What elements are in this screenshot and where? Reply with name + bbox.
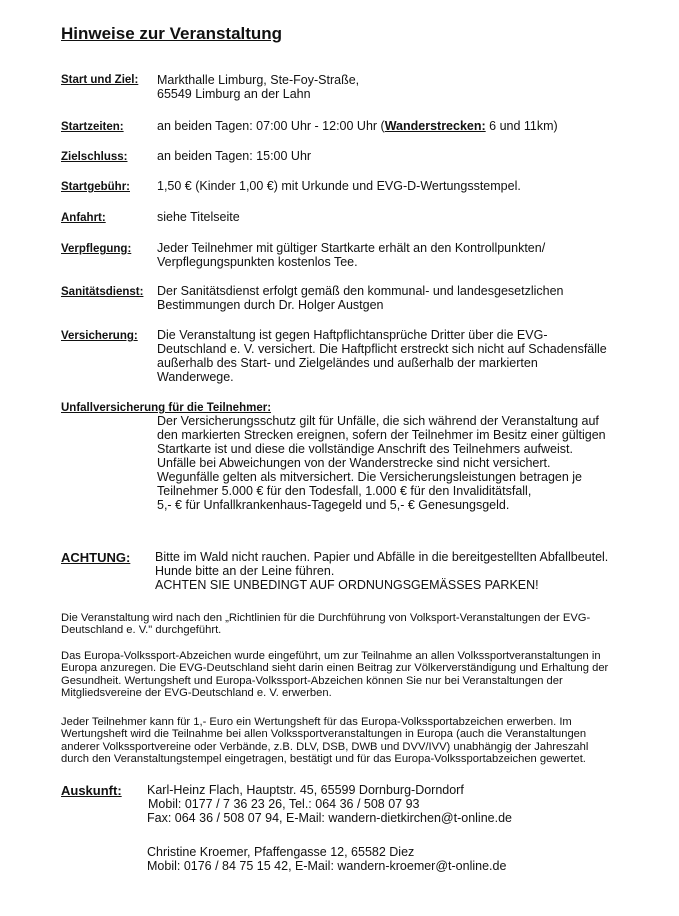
versicherung-text — [157, 328, 607, 384]
text-line: Mitgliedsvereine der EVG-Deutschland e. V. erwerben. — [61, 687, 332, 700]
anfahrt-label: Anfahrt: — [61, 212, 106, 224]
contact-kroemer — [147, 845, 506, 873]
text-line: 65549 Limburg an der Lahn — [157, 87, 311, 101]
text-line: anderer Volkssportvereine oder Verbände, z.B. DLV, DSB, DWB und DVV/IVV) unabhängig der Jahreszahl — [61, 740, 589, 753]
text-line: Europa anzuregen. Die EVG-Deutschland sieht darin einen Beitrag zur Völkerverständigung und Erhaltung der — [61, 662, 609, 675]
text-line: Bitte im Wald nicht rauchen. Papier und Abfälle in die bereitgestellten Abfallbeutel. — [155, 550, 609, 564]
text-line: 5,- € für Unfallkrankenhaus-Tagegeld und 5,- € Genesungsgeld. — [157, 498, 510, 512]
text-line: Unfälle bei Abweichungen von der Wanderstrecke sind nicht versichert. — [157, 456, 551, 470]
zielschluss-text: an beiden Tagen: 15:00 Uhr — [157, 149, 312, 163]
text-line: Verpflegungspunkten kostenlos Tee. — [157, 255, 358, 269]
text-line: Wanderwege. — [157, 370, 234, 384]
startzeiten-label: Startzeiten: — [61, 121, 124, 133]
start-text — [157, 73, 359, 101]
unfall-text — [157, 414, 606, 512]
paragraph-richtlinien — [61, 612, 590, 637]
auskunft-label: Auskunft: — [61, 783, 122, 798]
text-line: Christine Kroemer, Pfaffengasse 12, 65582 Diez — [147, 845, 415, 859]
text-line: Hunde bitte an der Leine führen. — [155, 564, 335, 578]
unfall-label: Unfallversicherung für die Teilnehmer: — [61, 402, 272, 414]
text-line: Mobil: 0176 / 84 75 15 42, E-Mail: wandern-kroemer@t-online.de — [147, 859, 507, 873]
text-line: Wegunfälle gelten als mitversichert. Die Versicherungsleistungen betragen je — [157, 470, 583, 484]
text-line: Deutschland e. V." durchgeführt. — [61, 624, 222, 637]
text-line: Jeder Teilnehmer mit gültiger Startkarte erhält an den Kontrollpunkten/ — [157, 241, 546, 255]
verpflegung-label: Verpflegung: — [61, 243, 132, 255]
text-line: Mobil: 0177 / 7 36 23 26, Tel.: 064 36 / 508 07 93 — [148, 797, 420, 811]
text-line: Deutschland e. V. versichert. Die Haftpflicht erstreckt sich nicht auf Schadensfälle — [157, 342, 607, 356]
achtung-text — [155, 550, 608, 592]
text-line: Jeder Teilnehmer kann für 1,- Euro ein Wertungsheft für das Europa-Volkssportabzeichen erwerben. Im — [61, 716, 572, 728]
wanderstrecken-label: Wanderstrecken: — [384, 119, 486, 133]
text-line: durch den Veranstaltungstempel eingetragen, bestätigt und für das Europa-Volkssportabzeichen gewertet. — [61, 753, 586, 766]
anfahrt-text: siehe Titelseite — [157, 210, 240, 224]
text-line: ACHTEN SIE UNBEDINGT AUF ORDNUNGSGEMÄSSES PARKEN! — [155, 578, 539, 592]
contact-flach — [147, 783, 512, 825]
text-line: Das Europa-Volkssport-Abzeichen wurde eingeführt, um zur Teilnahme an allen Volkssportveranstaltungen in — [61, 650, 601, 662]
paragraph-wertungsheft — [61, 716, 588, 766]
text-line: Fax: 064 36 / 508 07 94, E-Mail: wandern-dietkirchen@t-online.de — [147, 811, 512, 825]
text-line: Die Veranstaltung ist gegen Haftpflichtansprüche Dritter über die EVG- — [157, 328, 548, 342]
text-line: außerhalb des Start- und Zielgeländes und außerhalb der markierten — [157, 356, 538, 370]
text-line: Die Veranstaltung wird nach den „Richtlinien für die Durchführung von Volksport-Veranstaltungen der EVG- — [61, 612, 591, 624]
versicherung-label: Versicherung: — [61, 330, 138, 342]
text-line: Teilnehmer 5.000 € für den Todesfall, 1.000 € für den Invaliditätsfall, — [157, 484, 532, 498]
text-line: Wertungsheft wird die Teilnahme bei allen Volkssportveranstaltungen in Europa (auch die Veranstaltungen — [61, 728, 587, 741]
startzeiten-text — [157, 119, 558, 133]
text-line: Karl-Heinz Flach, Hauptstr. 45, 65599 Dornburg-Dorndorf — [147, 783, 464, 797]
startgebuehr-text: 1,50 € (Kinder 1,00 €) mit Urkunde und EVG-D-Wertungsstempel. — [157, 179, 521, 193]
verpflegung-text — [157, 241, 545, 269]
startzeiten-post: 6 und 11km) — [485, 119, 558, 133]
start-label: Start und Ziel: — [61, 74, 139, 86]
sanitaet-label: Sanitätsdienst: — [61, 286, 144, 298]
zielschluss-label: Zielschluss: — [61, 151, 128, 163]
sanitaet-text — [157, 284, 563, 312]
text-line: den markierten Strecken ereignen, sofern der Teilnehmer im Besitz einer gültigen — [157, 428, 606, 442]
achtung-label: ACHTUNG: — [61, 550, 131, 565]
paragraph-abzeichen — [61, 650, 608, 700]
text-line: Der Sanitätsdienst erfolgt gemäß den kommunal- und landesgesetzlichen — [157, 284, 564, 298]
text-line: Bestimmungen durch Dr. Holger Austgen — [157, 298, 384, 312]
text-line: Gesundheit. Wertungsheft und Europa-Volkssport-Abzeichen können Sie nur bei Veranstaltungen der — [61, 674, 563, 687]
text-line: Der Versicherungsschutz gilt für Unfälle, die sich während der Veranstaltung auf — [157, 414, 599, 428]
text-line: Startkarte ist und diese die vollständige Anschrift des Teilnehmers aufweist. — [157, 442, 573, 456]
startzeiten-pre: an beiden Tagen: 07:00 Uhr - 12:00 Uhr ( — [157, 119, 385, 133]
text-line: Markthalle Limburg, Ste-Foy-Straße, — [157, 73, 360, 87]
startgebuehr-label: Startgebühr: — [61, 181, 130, 193]
page-title: Hinweise zur Veranstaltung — [61, 24, 283, 43]
